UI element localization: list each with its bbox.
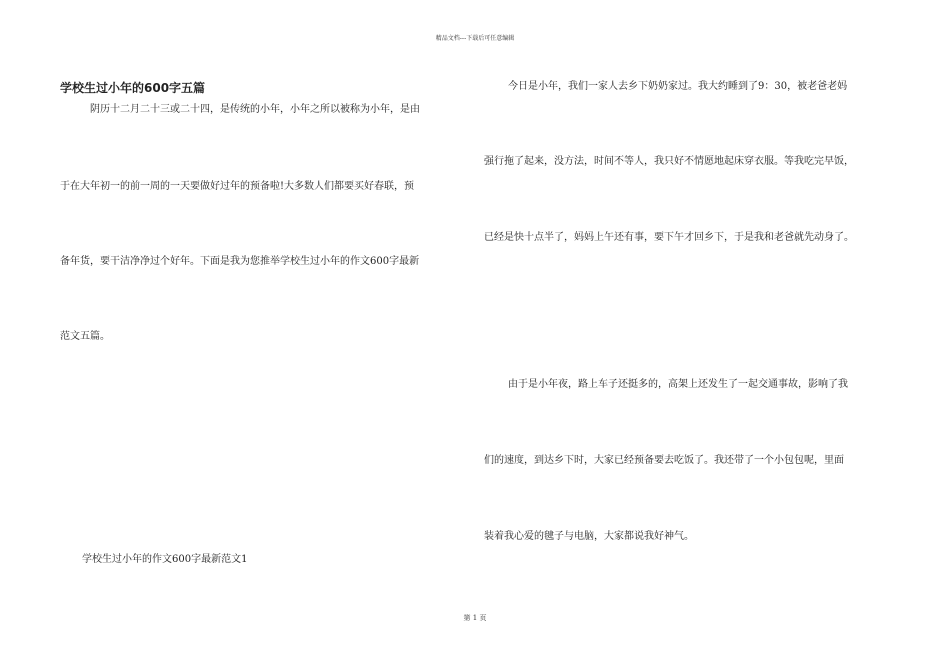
right-paragraph-line: 已经是快十点半了，妈妈上午还有事，要下午才回乡下，于是我和老爸就先动身了。	[484, 232, 854, 243]
right-paragraph-line: 装着我心爱的毽子与电脑，大家都说我好神气。	[484, 531, 694, 542]
left-paragraph-line: 备年货，要干洁净净过个好年。下面是我为您推举学校生过小年的作文600字最新	[60, 256, 420, 267]
left-paragraph-line: 范文五篇。	[60, 331, 110, 342]
right-paragraph-line: 强行拖了起来，没方法，时间不等人，我只好不情愿地起床穿衣服。等我吃完早饭，	[484, 156, 854, 167]
article-title: 学校生过小年的600字五篇	[60, 81, 206, 95]
right-paragraph-line: 们的速度，到达乡下时，大家已经预备要去吃饭了。我还带了一个小包包呢，里面	[484, 455, 844, 466]
left-paragraph-line: 于在大年初一的前一周的一天要做好过年的预备啦!大多数人们都要买好春联，预	[60, 181, 415, 192]
right-paragraph-line: 今日是小年，我们一家人去乡下奶奶家过。我大约睡到了9：30，被老爸老妈	[508, 81, 848, 92]
essay-subheading: 学校生过小年的作文600字最新范文1	[82, 554, 248, 565]
left-paragraph-line: 阴历十二月二十三或二十四，是传统的小年，小年之所以被称为小年，是由	[90, 104, 420, 115]
right-paragraph-line: 由于是小年夜，路上车子还挺多的，高架上还发生了一起交通事故，影响了我	[508, 379, 848, 390]
page-number: 第 1 页	[463, 614, 487, 622]
document-header-note: 精品文档---下载后可任意编辑	[435, 35, 515, 42]
